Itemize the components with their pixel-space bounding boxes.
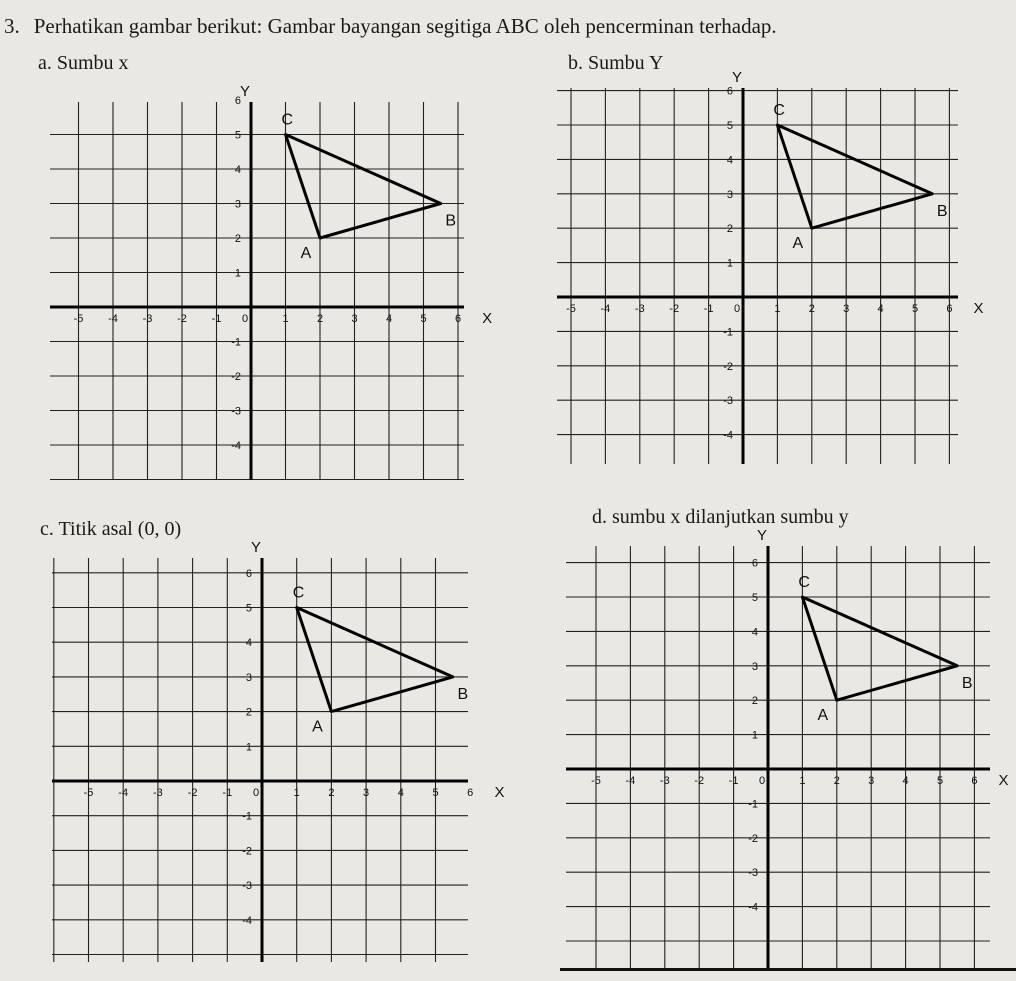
x-tick-label: -2 (187, 787, 198, 799)
y-tick-label: -3 (231, 405, 241, 418)
y-tick-label: -3 (748, 867, 758, 880)
x-tick-label: 0 (241, 313, 249, 325)
vertex-label-b: B (961, 674, 973, 692)
x-axis-name: X (998, 772, 1009, 789)
vertex-label-b: B (457, 685, 469, 703)
x-tick-label: 2 (316, 313, 324, 325)
x-tick-label: 3 (351, 313, 358, 325)
x-tick-label: -3 (142, 313, 153, 325)
graph-d-coordinate-plane (566, 527, 1009, 970)
y-tick-label: 1 (751, 729, 758, 742)
x-tick-label: 5 (936, 775, 944, 787)
x-tick-label: -4 (600, 303, 611, 315)
label-a: a. Sumbu x (38, 52, 129, 74)
y-tick-label: -4 (723, 429, 733, 442)
x-tick-label: -4 (108, 313, 118, 325)
bottom-rule (560, 968, 1016, 971)
x-tick-label: 4 (385, 313, 393, 325)
x-tick-label: -2 (177, 313, 187, 325)
y-tick-label: 6 (751, 557, 758, 570)
y-tick-label: 2 (726, 223, 733, 236)
graph-a-coordinate-plane (50, 83, 493, 480)
x-tick-label: 4 (902, 775, 909, 787)
x-tick-label: -3 (634, 303, 645, 315)
x-tick-label: 6 (454, 313, 462, 325)
x-tick-label: -3 (659, 775, 670, 787)
y-tick-label: -1 (231, 336, 241, 349)
y-tick-label: -2 (242, 845, 252, 858)
x-axis-name: X (482, 310, 493, 327)
x-tick-label: -5 (591, 775, 601, 787)
vertex-label-c: C (292, 584, 305, 602)
question-text (4, 14, 777, 39)
x-tick-label: -1 (703, 303, 714, 315)
y-tick-label: 5 (245, 602, 252, 615)
y-tick-label: 6 (726, 85, 733, 98)
graph-c-coordinate-plane (52, 539, 505, 962)
x-tick-label: -1 (222, 787, 233, 799)
label-c: c. Titik asal (0, 0) (40, 518, 182, 540)
x-tick-label: -5 (73, 313, 84, 325)
x-tick-label: 3 (363, 787, 370, 799)
vertex-label-a: A (312, 718, 323, 736)
y-tick-label: 5 (751, 592, 758, 604)
vertex-label-c: C (798, 574, 810, 591)
x-tick-label: -1 (211, 313, 222, 325)
y-tick-label: 3 (245, 671, 252, 684)
vertex-label-a: A (817, 707, 829, 725)
y-axis-name: Y (250, 539, 262, 556)
x-tick-label: 4 (877, 303, 884, 315)
y-tick-label: 1 (234, 267, 241, 280)
y-tick-label: 3 (726, 188, 733, 201)
y-tick-label: 4 (726, 154, 733, 167)
label-d: d. sumbu x dilanjutkan sumbu y (592, 506, 849, 528)
y-tick-label: -4 (242, 914, 252, 927)
x-tick-label: 2 (833, 775, 840, 787)
vertex-label-b: B (936, 202, 948, 220)
x-axis-name: X (973, 300, 984, 317)
y-tick-label: 4 (234, 164, 241, 176)
vertex-label-a: A (300, 245, 312, 262)
y-axis-name: Y (731, 69, 743, 86)
y-tick-label: -4 (748, 901, 758, 914)
x-axis-name: X (494, 784, 505, 801)
vertex-label-a: A (792, 235, 804, 253)
y-tick-label: -3 (723, 395, 733, 408)
y-tick-label: -2 (723, 360, 733, 373)
x-tick-label: -4 (118, 787, 129, 799)
vertex-label-c: C (281, 111, 294, 129)
y-tick-label: 3 (751, 660, 758, 673)
x-tick-label: 3 (868, 775, 875, 787)
triangle-abc (297, 608, 453, 712)
x-tick-label: 0 (733, 303, 741, 315)
y-tick-label: -2 (231, 371, 241, 383)
x-tick-label: 0 (252, 787, 260, 799)
y-tick-label: 2 (234, 233, 241, 245)
y-tick-label: -1 (748, 798, 758, 811)
y-axis-name: Y (756, 527, 768, 544)
y-tick-label: 6 (234, 95, 241, 107)
y-tick-label: 5 (234, 129, 241, 142)
y-tick-label: 1 (245, 741, 252, 754)
y-tick-label: 4 (245, 637, 252, 650)
x-tick-label: -5 (83, 787, 94, 799)
question-prompt: Perhatikan gambar berikut: Gambar bayangan segitiga ABC oleh pencerminan terhadap. (33, 14, 777, 38)
triangle-abc (286, 135, 441, 239)
y-tick-label: 5 (726, 120, 733, 132)
vertex-label-c: C (773, 102, 785, 119)
triangle-abc (777, 125, 932, 228)
x-tick-label: 1 (293, 787, 300, 799)
y-tick-label: -4 (231, 440, 241, 452)
x-tick-label: 5 (911, 303, 919, 315)
y-tick-label: -3 (242, 880, 252, 893)
x-tick-label: 6 (971, 775, 978, 787)
x-tick-label: 1 (799, 775, 806, 787)
y-tick-label: 6 (245, 567, 252, 580)
x-tick-label: 3 (843, 303, 850, 315)
label-b: b. Sumbu Y (568, 52, 664, 74)
x-tick-label: -5 (566, 303, 576, 315)
y-tick-label: 4 (751, 626, 758, 639)
question-number: 3. (4, 14, 20, 38)
triangle-abc (802, 597, 957, 700)
x-tick-label: 2 (808, 303, 815, 315)
x-tick-label: 1 (774, 303, 781, 315)
y-tick-label: 1 (726, 257, 733, 270)
x-tick-label: 5 (420, 313, 427, 325)
x-tick-label: 1 (282, 313, 289, 325)
y-tick-label: -1 (242, 810, 252, 823)
y-axis-name: Y (239, 83, 251, 100)
x-tick-label: -2 (694, 775, 705, 787)
x-tick-label: -4 (625, 775, 636, 787)
graph-b-coordinate-plane (557, 69, 984, 464)
y-tick-label: 3 (234, 198, 241, 211)
y-tick-label: -1 (723, 326, 733, 339)
x-tick-label: -2 (669, 303, 680, 315)
x-tick-label: 0 (758, 775, 766, 787)
x-tick-label: 2 (328, 787, 335, 799)
y-tick-label: -2 (748, 832, 758, 845)
y-tick-label: 2 (245, 706, 252, 719)
x-tick-label: 6 (467, 787, 474, 799)
x-tick-label: 4 (397, 787, 404, 799)
y-tick-label: 2 (751, 695, 758, 708)
x-tick-label: -3 (153, 787, 163, 799)
x-tick-label: 6 (946, 303, 953, 315)
x-tick-label: -1 (728, 775, 739, 787)
x-tick-label: 5 (432, 787, 439, 799)
vertex-label-b: B (445, 212, 457, 230)
